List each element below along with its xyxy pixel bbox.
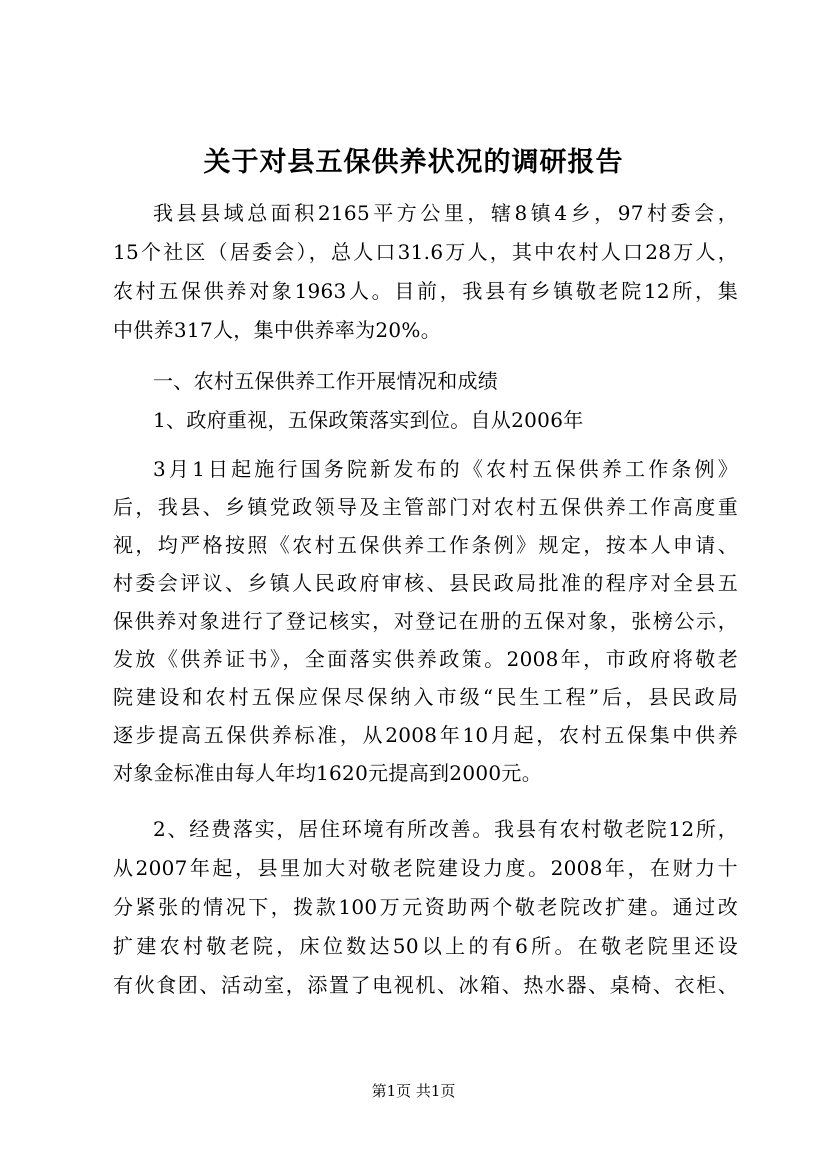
body-line-14: 从2007年起，县里加大对敬老院建设力度。2008年，在财力十 (113, 856, 738, 880)
body-line-5: 3月1日起施行国务院新发布的《农村五保供养工作条例》 (153, 457, 738, 481)
body-line-6: 后，我县、乡镇党政领导及主管部门对农村五保供养工作高度重 (113, 495, 738, 519)
body-line-16: 扩建农村敬老院，床位数达50以上的有6所。在敬老院里还设 (113, 934, 738, 958)
body-line-1: 我县县域总面积2165平方公里，辖8镇4乡，97村委会， (153, 201, 738, 225)
body-line-8: 村委会评议、乡镇人民政府审核、县民政局批准的程序对全县五 (113, 571, 738, 595)
section-heading-1: 一、农村五保供养工作开展情况和成绩 (153, 369, 499, 393)
body-line-11: 院建设和农村五保应保尽保纳入市级“民生工程”后，县民政局 (113, 685, 738, 709)
body-line-9: 保供养对象进行了登记核实，对登记在册的五保对象，张榜公示， (113, 609, 738, 633)
body-line-10: 发放《供养证书》，全面落实供养政策。2008年，市政府将敬老 (113, 647, 738, 671)
body-line-12: 逐步提高五保供养标准，从2008年10月起，农村五保集中供养 (113, 723, 738, 747)
body-line-13: 对象金标准由每人年均1620元提高到2000元。 (113, 761, 542, 785)
body-line-7: 视，均严格按照《农村五保供养工作条例》规定，按本人申请、 (113, 533, 738, 557)
body-line-2: 15个社区（居委会），总人口31.6万人，其中农村人口28万人， (113, 240, 738, 264)
body-line-15: 分紧张的情况下，拨款100万元资助两个敬老院改扩建。通过改 (113, 895, 738, 919)
subsection-paragraph-2-line-1: 2、经费落实，居住环境有所改善。我县有农村敬老院12所， (153, 817, 738, 841)
body-line-4: 中供养317人，集中供养率为20%。 (113, 318, 442, 342)
page-number-footer: 第1页 共1页 (371, 1082, 456, 1100)
body-line-3: 农村五保供养对象1963人。目前，我县有乡镇敬老院12所，集 (113, 279, 738, 303)
body-line-17: 有伙食团、活动室，添置了电视机、冰箱、热水器、桌椅、衣柜、 (113, 973, 738, 997)
subsection-heading-1: 1、政府重视，五保政策落实到位。自从2006年 (153, 408, 584, 432)
page-title: 关于对县五保供养状况的调研报告 (203, 147, 624, 178)
